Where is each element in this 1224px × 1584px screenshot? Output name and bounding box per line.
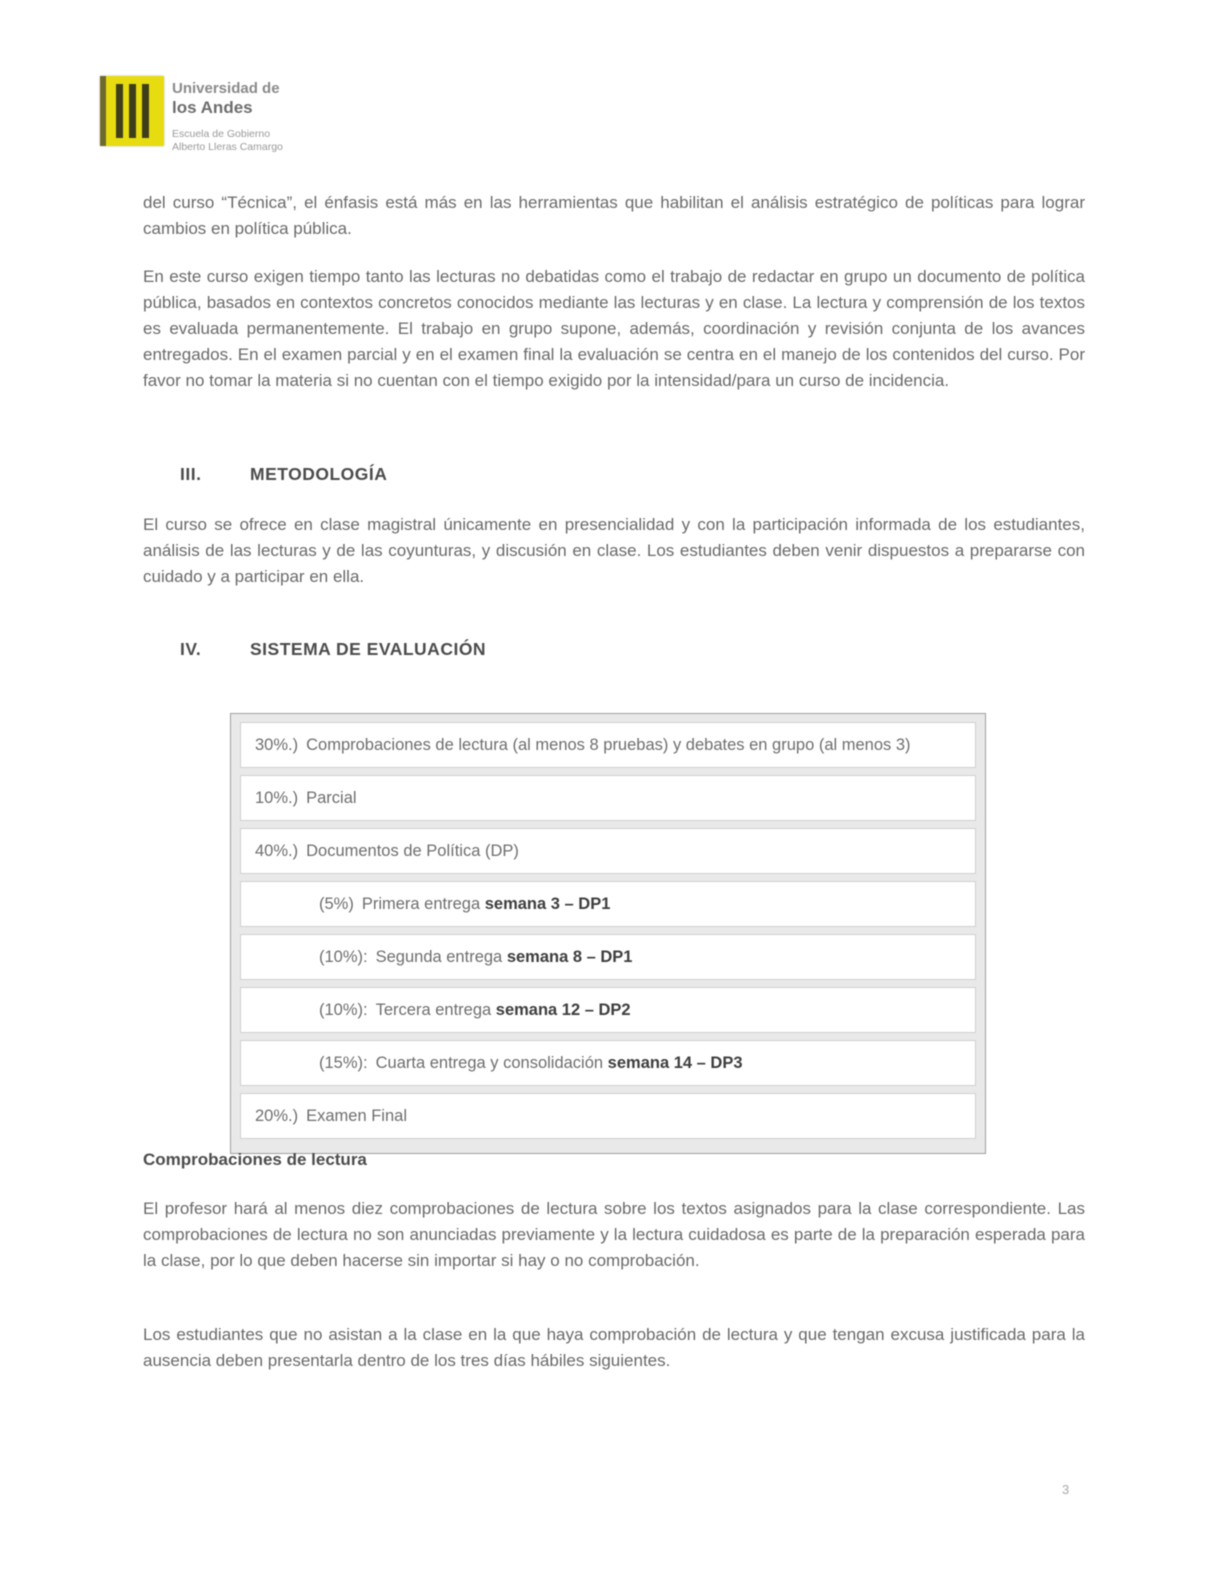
row-text: Examen Final: [306, 1107, 407, 1125]
row-text: Primera entrega: [361, 895, 485, 913]
table-subrow: [240, 934, 976, 980]
section-title: METODOLOGÍA: [250, 464, 388, 484]
table-subrow: [240, 1040, 976, 1086]
evaluation-table: [230, 713, 986, 1154]
row-text: Cuarta entrega y consolidación: [375, 1054, 608, 1072]
university-school-line2: Alberto Lleras Camargo: [172, 141, 283, 153]
row-percentage: (10%):: [319, 1001, 368, 1019]
reading-checks-paragraph-2: Los estudiantes que no asistan a la clase en la que haya comprobación de lectura y que tengan excusa justificada para la ausencia deben presentarla dentro de los tres días hábiles siguientes.: [143, 1325, 1085, 1370]
university-crest-icon: [100, 76, 164, 146]
section-number: IV.: [180, 639, 202, 659]
table-row: [240, 722, 976, 768]
row-percentage: (5%): [319, 895, 354, 913]
row-percentage: 10%.): [255, 789, 299, 807]
intro-paragraph-2: En este curso exigen tiempo tanto las lecturas no debatidas como el trabajo de redactar en grupo un documento de política pública, basados en contextos concretos conocidos mediante las lecturas y en clase. La lectura y comprensión de los textos es evaluada permanentemente. El trabajo en grupo supone, además, coordinación y revisión conjunta de los avances entregados. En el examen parcial y en el examen final la evaluación se centra en el manejo de los contenidos del curso. Por favor no tomar la materia si no cuentan con el tiempo exigido por la intensidad/para un curso de incidencia.: [143, 267, 1085, 390]
row-percentage: 30%.): [255, 736, 299, 754]
table-row: [240, 1093, 976, 1139]
row-percentage: 20%.): [255, 1107, 299, 1125]
page-number: 3: [1062, 1482, 1070, 1497]
section-number: III.: [180, 464, 202, 484]
row-percentage: (15%):: [319, 1054, 368, 1072]
row-text: Tercera entrega: [375, 1001, 496, 1019]
university-name-line2: los Andes: [172, 98, 253, 117]
row-bold-text: semana 12 – DP2: [495, 1001, 631, 1019]
row-text: Parcial: [306, 789, 357, 807]
table-subrow: [240, 881, 976, 927]
university-logo-text: [172, 76, 283, 154]
row-text: Documentos de Política (DP): [306, 842, 519, 860]
row-bold-text: semana 8 – DP1: [506, 948, 633, 966]
university-name-line1: Universidad de: [172, 80, 280, 97]
university-logo: [100, 76, 283, 154]
table-row: [240, 775, 976, 821]
university-school-line1: Escuela de Gobierno: [172, 128, 271, 140]
row-text: Segunda entrega: [375, 948, 507, 966]
subsection-heading-comprobaciones: Comprobaciones de lectura: [143, 1150, 367, 1169]
row-bold-text: semana 3 – DP1: [484, 895, 611, 913]
row-text: Comprobaciones de lectura (al menos 8 pruebas) y debates en grupo (al menos 3): [306, 736, 911, 754]
section-heading-evaluacion: [180, 639, 486, 660]
methodology-paragraph: El curso se ofrece en clase magistral únicamente en presencialidad y con la participación informada de los estudiantes, análisis de las lecturas y de las coyunturas, y discusión en clase. Los estudiantes deben venir dispuestos a prepararse con cuidado y a participar en ella.: [143, 515, 1085, 586]
table-row: [240, 828, 976, 874]
section-heading-metodologia: [180, 464, 387, 485]
row-percentage: (10%):: [319, 948, 368, 966]
row-bold-text: semana 14 – DP3: [607, 1054, 743, 1072]
reading-checks-paragraph-1: El profesor hará al menos diez comprobaciones de lectura sobre los textos asignados para la clase correspondiente. Las comprobaciones de lectura no son anunciadas previamente y la lectura cuidadosa es parte de la preparación esperada para la clase, por lo que deben hacerse sin importar si hay o no comprobación.: [143, 1199, 1085, 1270]
table-subrow: [240, 987, 976, 1033]
row-percentage: 40%.): [255, 842, 299, 860]
section-title: SISTEMA DE EVALUACIÓN: [250, 639, 487, 659]
intro-paragraph-1: del curso “Técnica”, el énfasis está más en las herramientas que habilitan el análisis estratégico de políticas para lograr cambios en política pública.: [143, 193, 1085, 238]
